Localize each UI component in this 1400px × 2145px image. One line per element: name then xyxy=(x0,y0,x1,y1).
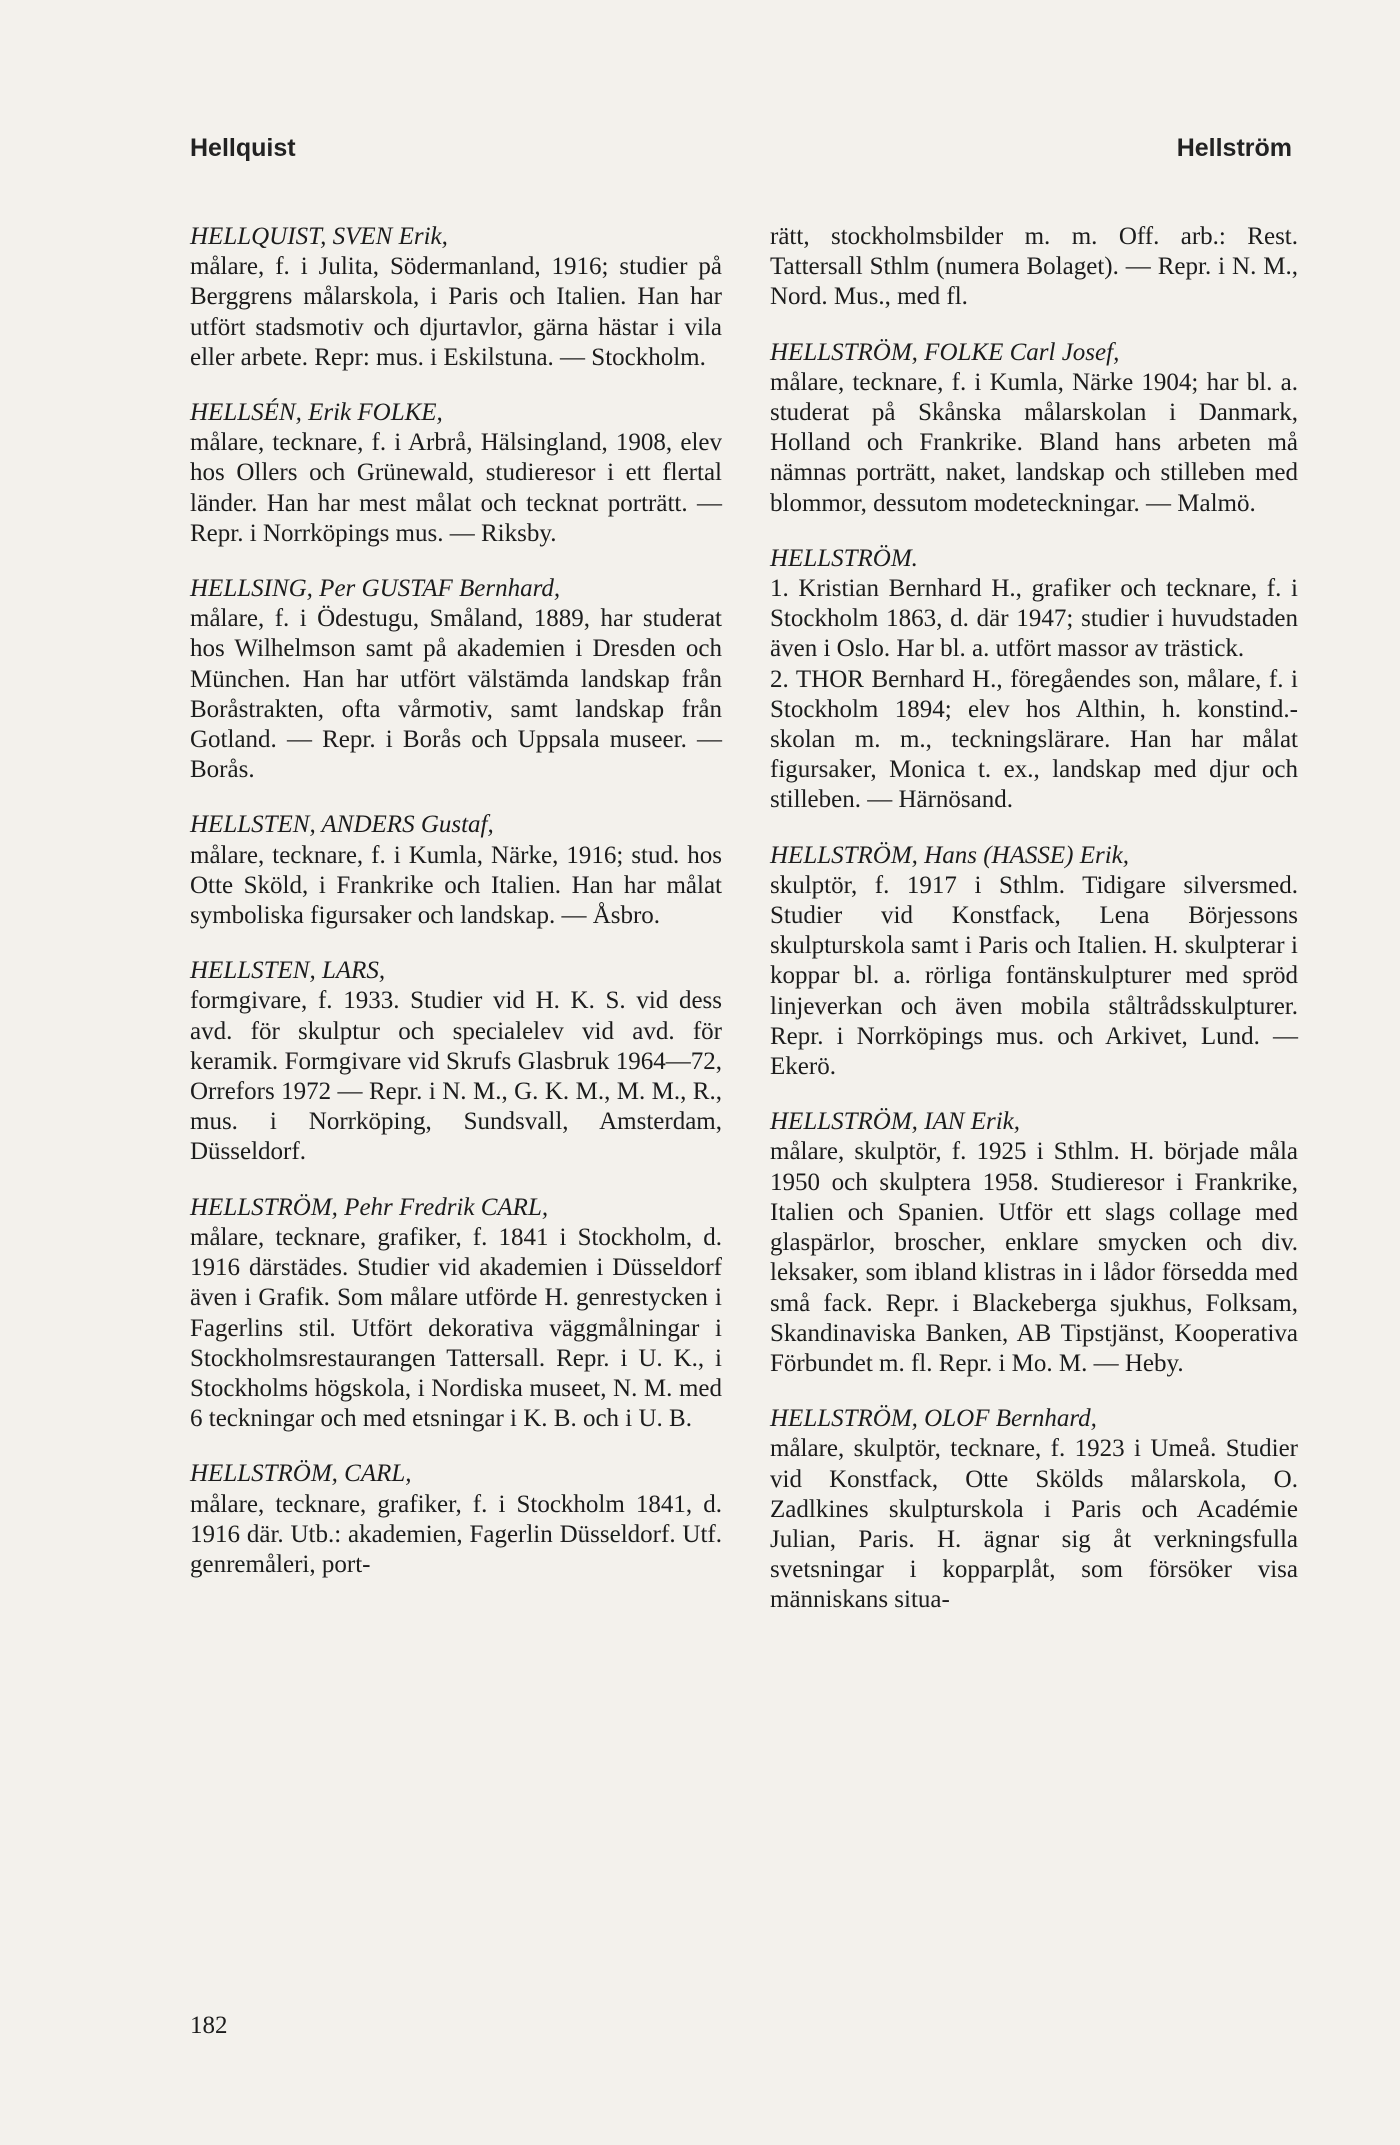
entry-headword: HELLSTRÖM, Hans (HASSE) Erik, xyxy=(770,841,1130,869)
entry-text: skulptör, f. 1917 i Sthlm. Tidigare silversmed. Studier vid Konstfack, Lena Börjessons skulpturskola samt i Paris och Italien. H. skulpterar i koppar bl. a. rörliga fontänskulpturer med spröd linjeverkan och även mobila ståltrådsskulpturer. Repr. i Norrköpings mus. och Arkivet, Lund. — Ekerö. xyxy=(770,871,1298,1081)
entry-headword: HELLSTRÖM, OLOF Bernhard, xyxy=(770,1405,1097,1433)
entry-headword: HELLSTEN, LARS, xyxy=(190,957,386,985)
entry xyxy=(190,222,722,373)
entry-headword: HELLSTRÖM. xyxy=(770,544,918,572)
entry-headword: HELLSTRÖM, IAN Erik, xyxy=(770,1108,1020,1136)
entry-text: målare, skulptör, tecknare, f. 1923 i Umeå. Studier vid Konstfack, Otte Skölds målarskola, O. Zadlkines skulpturskola i Paris och Académie Julian, Paris. H. ägnar sig åt verkningsfulla svetsningar i kopparplåt, som försöker visa människans situa- xyxy=(770,1435,1298,1614)
sub-entry-text: 2. THOR Bernhard H., föregåendes son, målare, f. i Stockholm 1894; elev hos Althin, h. konstind.-skolan m. m., teckningslärare. Han har målat figursaker, Monica t. ex., landskap med djur och stilleben. — Härnösand. xyxy=(770,665,1298,814)
right-column xyxy=(770,222,1298,1641)
sub-entry-text: 1. Kristian Bernhard H., grafiker och tecknare, f. i Stockholm 1863, d. där 1947; studier i huvudstaden även i Oslo. Har bl. a. utfört massor av trästick. xyxy=(770,575,1298,663)
running-head-left: Hellquist xyxy=(190,134,296,162)
entry-text: målare, skulptör, f. 1925 i Sthlm. H. började måla 1950 och skulptera 1958. Studieresor i Frankrike, Italien och Spanien. Utför ett slags collage med glaspärlor, broscher, enklare smycken och div. leksaker, som ibland klistras in i lådor försedda med små fack. Repr. i Blackeberga sjukhus, Folksam, Skandinaviska Banken, AB Tipstjänst, Kooperativa Förbundet m. fl. Repr. i Mo. M. — Heby. xyxy=(770,1138,1298,1377)
entry-headword: HELLSTEN, ANDERS Gustaf, xyxy=(190,811,494,839)
entry xyxy=(190,574,722,785)
entry-headword: HELLSÉN, Erik FOLKE, xyxy=(190,399,443,427)
entry-text: rätt, stockholmsbilder m. m. Off. arb.: Rest. Tattersall Sthlm (numera Bolaget). — Repr. i N. M., Nord. Mus., med fl. xyxy=(770,223,1298,311)
entry-text: målare, tecknare, grafiker, f. 1841 i Stockholm, d. 1916 därstädes. Studier vid akademien i Düsseldorf även i Grafik. Som målare utförde H. genrestycken i Fagerlins stil. Utfört dekorativa väggmålningar i Stockholmsrestaurangen Tattersall. Repr. i U. K., i Stockholms högskola, i Nordiska museet, N. M. med 6 teckningar och med etsningar i K. B. och i U. B. xyxy=(190,1223,722,1433)
entry-headword: HELLSTRÖM, CARL, xyxy=(190,1460,412,1488)
entry xyxy=(190,398,722,549)
entry-headword: HELLSTRÖM, FOLKE Carl Josef, xyxy=(770,338,1120,366)
page-number: 182 xyxy=(190,2012,228,2039)
entry xyxy=(770,1107,1298,1379)
entry xyxy=(190,956,722,1167)
entry xyxy=(770,1404,1298,1615)
entry xyxy=(190,810,722,931)
entry xyxy=(770,544,1298,816)
running-head-right: Hellström xyxy=(1176,134,1292,162)
entry-text: målare, f. i Ödestugu, Småland, 1889, har studerat hos Wilhelmson samt på akademien i Dresden och München. Han har utfört välstämda landskap från Boråstrakten, ofta vårmotiv, samt landskap från Gotland. — Repr. i Borås och Uppsala museer. — Borås. xyxy=(190,605,722,784)
entry-text: målare, tecknare, f. i Kumla, Närke, 1916; stud. hos Otte Sköld, i Frankrike och Italien. Han har målat symboliska figursaker och landskap. — Åsbro. xyxy=(190,841,722,930)
entry-headword: HELLSING, Per GUSTAF Bernhard, xyxy=(190,575,561,603)
entry-text: formgivare, f. 1933. Studier vid H. K. S. vid dess avd. för skulptur och specialelev vid avd. för keramik. Formgivare vid Skrufs Glasbruk 1964—72, Orrefors 1972 — Repr. i N. M., G. K. M., M. M., R., mus. i Norrköping, Sundsvall, Amsterdam, Düsseldorf. xyxy=(190,987,722,1166)
entry-text: målare, f. i Julita, Södermanland, 1916; studier på Berggrens målarskola, i Paris och Italien. Han har utfört stadsmotiv och djurtavlor, gärna hästar i vila eller arbete. Repr: mus. i Eskilstuna. — Stockholm. xyxy=(190,253,722,371)
entry xyxy=(190,1459,722,1580)
entry-text: målare, tecknare, f. i Kumla, Närke 1904; har bl. a. studerat på Skånska målarskolan i Danmark, Holland och Frankrike. Bland hans arbeten må nämnas porträtt, naket, landskap och stilleben med blommor, dessutom modeteckningar. — Malmö. xyxy=(770,368,1298,517)
entry xyxy=(190,1193,722,1435)
left-column xyxy=(190,222,722,1605)
entry-text: målare, tecknare, f. i Arbrå, Hälsingland, 1908, elev hos Ollers och Grünewald, studieresor i ett flertal länder. Han har mest målat och tecknat porträtt. — Repr. i Norrköpings mus. — Riksby. xyxy=(190,429,722,547)
entry-continuation xyxy=(770,222,1298,313)
entry-headword: HELLQUIST, SVEN Erik, xyxy=(190,223,448,250)
entry xyxy=(770,338,1298,519)
entry xyxy=(770,841,1298,1083)
entry-text: målare, tecknare, grafiker, f. i Stockholm 1841, d. 1916 där. Utb.: akademien, Fagerlin Düsseldorf. Utf. genremåleri, port- xyxy=(190,1490,722,1578)
entry-headword: HELLSTRÖM, Pehr Fredrik CARL, xyxy=(190,1193,549,1221)
